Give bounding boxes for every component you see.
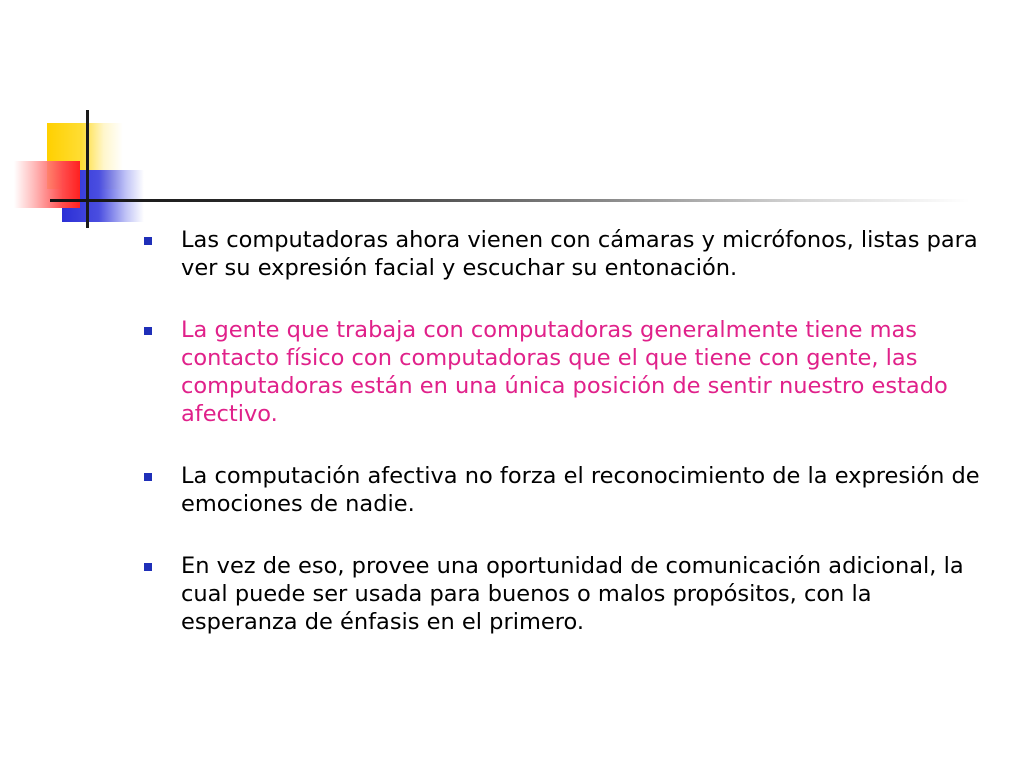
bullet-text: Las computadoras ahora vienen con cámaras y micrófonos, listas para ver su expresión facial y escuchar su entonación. (181, 227, 978, 281)
bullet-item (142, 226, 982, 282)
bullet-item (142, 462, 982, 518)
square-bullet-icon (144, 563, 152, 571)
decorative-logo-icon (0, 0, 160, 240)
bullet-text: La gente que trabaja con computadoras generalmente tiene mas contacto físico con computadoras que el que tiene con gente, las computadoras están en una única posición de sentir nuestro estado afectivo. (181, 317, 948, 427)
vertical-rule-line (86, 110, 89, 228)
square-bullet-icon (144, 473, 152, 481)
bullet-text: La computación afectiva no forza el reconocimiento de la expresión de emociones de nadie. (181, 463, 980, 517)
title-underline-rule (50, 199, 970, 202)
bullet-item-highlighted (142, 316, 982, 428)
bullet-text: En vez de eso, provee una oportunidad de comunicación adicional, la cual puede ser usada para buenos o malos propósitos, con la esperanza de énfasis en el primero. (181, 553, 964, 635)
bullet-list (142, 226, 982, 636)
bullet-item (142, 552, 982, 636)
square-bullet-icon (144, 237, 152, 245)
square-bullet-icon (144, 327, 152, 335)
